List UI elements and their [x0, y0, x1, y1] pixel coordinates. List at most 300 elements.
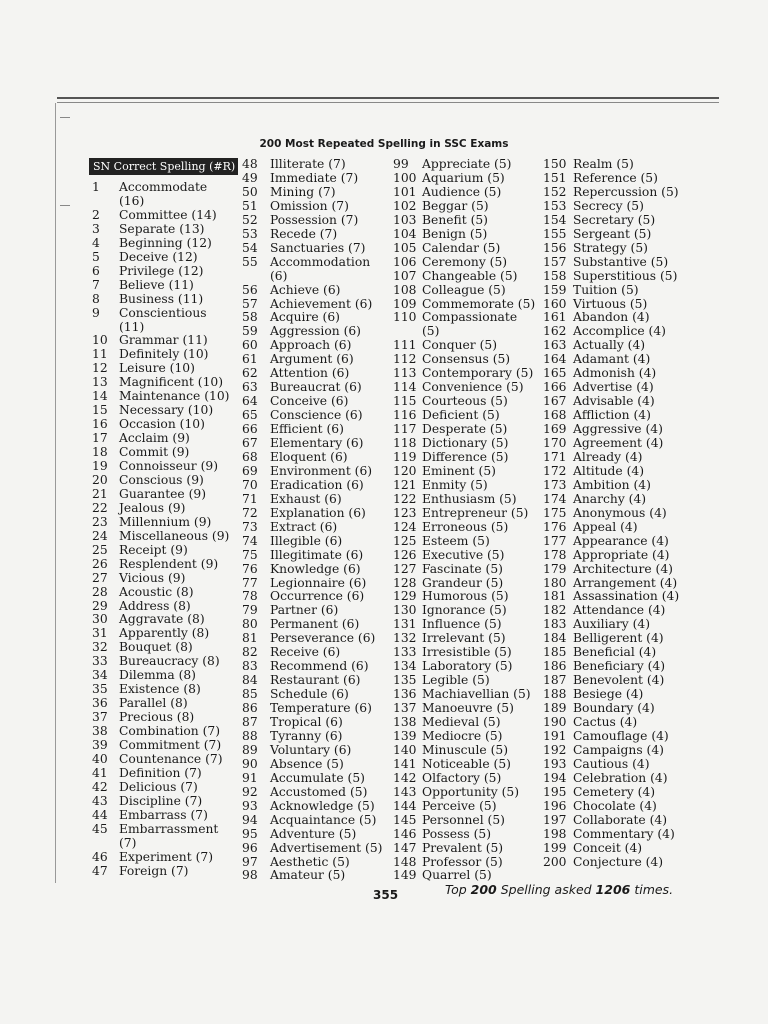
entry-word: Affliction (4)	[573, 408, 651, 423]
entry-number: 154	[543, 212, 567, 227]
entry-word: Advisable (4)	[573, 394, 655, 409]
entry-number: 78	[242, 589, 258, 604]
entry-word: Explanation (6)	[270, 505, 366, 520]
entry-number: 1	[92, 180, 100, 194]
entry-word: Acclaim (9)	[119, 431, 190, 446]
entry-word: Delicious (7)	[119, 779, 198, 794]
entry-number: 199	[543, 840, 567, 855]
entry-word: Architecture (4)	[573, 561, 673, 576]
entry-word: Actually (4)	[573, 338, 646, 353]
entry-number: 163	[543, 338, 567, 353]
entry-number: 61	[242, 352, 258, 367]
entry-word: Exhaust (6)	[270, 491, 342, 506]
entry-word: Assassination (4)	[573, 589, 680, 604]
entry-word: Legionnaire (6)	[270, 575, 367, 590]
entry-word: Eminent (5)	[422, 463, 496, 478]
entry-number: 132	[393, 631, 417, 646]
entry-word: Aggravate (8)	[119, 612, 205, 627]
entry-word: Celebration (4)	[573, 770, 668, 785]
entry-word: Combination (7)	[119, 724, 221, 739]
table-header: SN Correct Spelling (#R)	[89, 158, 238, 175]
entry-word: Occurrence (6)	[270, 589, 365, 604]
entry-word: Benevolent (4)	[573, 673, 665, 688]
entry-word: Omission (7)	[270, 198, 349, 213]
entry-number: 139	[393, 728, 417, 743]
entry-word: Secretary (5)	[573, 212, 656, 227]
entry-word-continued: (6)	[270, 268, 288, 283]
entry-number: 155	[543, 226, 567, 241]
entry-word: Achievement (6)	[270, 296, 373, 311]
entry-word: Fascinate (5)	[422, 561, 503, 576]
entry-word: Approach (6)	[270, 338, 352, 353]
entry-number: 168	[543, 408, 567, 423]
entry-word: Executive (5)	[422, 547, 505, 562]
entry-number: 42	[92, 779, 108, 794]
entry-word: Virtuous (5)	[573, 296, 648, 311]
footer-middle: Spelling asked	[496, 882, 596, 897]
entry-number: 11	[92, 347, 108, 362]
top-rule-secondary	[57, 102, 719, 103]
entry-number: 7	[92, 277, 100, 292]
entry-number: 59	[242, 324, 258, 339]
entry-number: 129	[393, 589, 417, 604]
entry-number: 94	[242, 812, 258, 827]
entry-number: 169	[543, 422, 567, 437]
entry-word: Temperature (6)	[270, 701, 372, 716]
entry-number: 21	[92, 486, 108, 501]
entry-number: 172	[543, 463, 567, 478]
entry-number: 37	[92, 710, 108, 725]
entry-number: 159	[543, 282, 567, 297]
entry-word: Leisure (10)	[119, 361, 195, 376]
entry-number: 170	[543, 436, 567, 450]
entry-word: Desperate (5)	[422, 422, 508, 437]
entry-word: Amateur (5)	[270, 868, 346, 883]
entry-number: 6	[92, 263, 100, 278]
entry-number: 197	[543, 812, 567, 827]
entry-number: 82	[242, 645, 258, 660]
entry-word: Strategy (5)	[573, 240, 648, 255]
entry-word: Possess (5)	[422, 826, 492, 841]
entry-number: 131	[393, 617, 417, 632]
entry-word: Deceive (12)	[119, 249, 198, 264]
entry-word: Attention (6)	[270, 366, 350, 381]
entry-number: 8	[92, 291, 100, 306]
entry-word: Adventure (5)	[270, 826, 357, 841]
entry-number: 15	[92, 403, 108, 418]
entry-number: 54	[242, 240, 258, 255]
entry-word: Mining (7)	[270, 184, 336, 199]
entry-word: Enmity (5)	[422, 477, 488, 492]
entry-number: 39	[92, 738, 108, 752]
entry-word: Commentary (4)	[573, 826, 675, 841]
entry-number: 149	[393, 868, 417, 883]
top-rule	[57, 97, 719, 99]
entry-word: Restaurant (6)	[270, 673, 361, 688]
entry-number: 72	[242, 505, 258, 520]
entry-number: 147	[393, 840, 417, 855]
entry-number: 88	[242, 728, 258, 743]
entry-number: 67	[242, 436, 258, 450]
entry-number: 177	[543, 533, 567, 548]
entry-word: Existence (8)	[119, 682, 201, 697]
entry-word: Besiege (4)	[573, 687, 644, 702]
entry-word: Conscientious	[119, 305, 207, 320]
entry-word: Possession (7)	[270, 212, 359, 227]
entry-number: 93	[242, 798, 258, 813]
entry-number: 14	[92, 389, 108, 404]
entry-word: Aquarium (5)	[422, 170, 505, 185]
entry-number: 123	[393, 505, 417, 520]
entry-number: 44	[92, 807, 108, 822]
entry-number: 97	[242, 854, 258, 869]
entry-number: 117	[393, 422, 417, 437]
entry-number: 23	[92, 514, 108, 529]
entry-word: Anarchy (4)	[573, 491, 647, 506]
entry-number: 33	[92, 654, 108, 669]
entry-word: Acoustic (8)	[119, 584, 194, 599]
entry-word: Abandon (4)	[573, 310, 650, 325]
entry-word: Conceive (6)	[270, 394, 349, 409]
entry-word: Grandeur (5)	[422, 575, 504, 590]
entry-word: Boundary (4)	[573, 701, 655, 716]
entry-number: 187	[543, 673, 567, 688]
entry-number: 29	[92, 598, 108, 613]
entry-word: Secrecy (5)	[573, 198, 644, 213]
entry-number: 178	[543, 547, 567, 562]
entry-number: 18	[92, 445, 108, 460]
entry-number: 144	[393, 798, 417, 813]
entry-number: 119	[393, 449, 417, 464]
margin-tick	[60, 117, 70, 118]
entry-number: 161	[543, 310, 567, 325]
entry-word: Deficient (5)	[422, 408, 500, 423]
entry-word: Schedule (6)	[270, 687, 349, 702]
entry-number: 75	[242, 547, 258, 562]
entry-number: 198	[543, 826, 567, 841]
entry-number: 68	[242, 449, 258, 464]
entry-word: Commitment (7)	[119, 738, 222, 752]
entry-word: Already (4)	[573, 449, 643, 464]
entry-word: Appeal (4)	[573, 519, 638, 534]
entry-word: Adamant (4)	[573, 352, 651, 367]
entry-word: Foreign (7)	[119, 863, 189, 878]
entry-number: 90	[242, 756, 258, 771]
entry-word: Cactus (4)	[573, 715, 638, 729]
entry-number: 56	[242, 282, 258, 297]
entry-number: 166	[543, 380, 567, 395]
entry-word: Aesthetic (5)	[270, 854, 350, 869]
entry-number: 186	[543, 659, 567, 674]
entry-word: Apparently (8)	[119, 626, 210, 641]
entry-word: Miscellaneous (9)	[119, 528, 230, 543]
entry-number: 98	[242, 868, 258, 883]
entry-word: Entrepreneur (5)	[422, 505, 529, 520]
entry-number: 2	[92, 207, 100, 222]
entry-word: Ceremony (5)	[422, 254, 508, 269]
entry-number: 4	[92, 235, 100, 250]
entry-word: Humorous (5)	[422, 589, 509, 604]
entry-number: 180	[543, 575, 567, 590]
entry-word: Efficient (6)	[270, 422, 344, 437]
entry-number: 43	[92, 793, 108, 808]
entry-word: Contemporary (5)	[422, 366, 534, 381]
entry-word: Difference (5)	[422, 449, 509, 464]
entry-number: 167	[543, 394, 567, 409]
margin-tick	[60, 205, 70, 206]
entry-number: 41	[92, 765, 108, 780]
entry-word: Repercussion (5)	[573, 184, 679, 199]
entry-word: Manoeuvre (5)	[422, 701, 514, 716]
entry-word: Auxiliary (4)	[573, 617, 651, 632]
entry-number: 5	[92, 249, 100, 264]
entry-word: Irrelevant (5)	[422, 631, 506, 646]
entry-word: Commemorate (5)	[422, 296, 536, 311]
entry-number: 196	[543, 798, 567, 813]
entry-number: 135	[393, 673, 417, 688]
entry-number: 65	[242, 408, 258, 423]
entry-number: 9	[92, 305, 100, 320]
entry-number: 60	[242, 338, 258, 353]
entry-word: Superstitious (5)	[573, 268, 678, 283]
entry-word: Tropical (6)	[270, 715, 343, 729]
entry-number: 22	[92, 500, 108, 515]
entry-word: Conscious (9)	[119, 472, 204, 487]
entry-number: 140	[393, 742, 417, 757]
entry-word: Aggressive (4)	[573, 422, 663, 437]
entry-number: 77	[242, 575, 258, 590]
entry-number: 193	[543, 756, 567, 771]
entry-word: Partner (6)	[270, 603, 339, 618]
entry-word: Olfactory (5)	[422, 770, 502, 785]
entry-word: Benign (5)	[422, 226, 488, 241]
entry-word: Necessary (10)	[119, 403, 214, 418]
entry-number: 95	[242, 826, 258, 841]
entry-word: Advertisement (5)	[270, 840, 383, 855]
entry-word: Bureaucrat (6)	[270, 380, 362, 395]
entry-number: 53	[242, 226, 258, 241]
entry-word: Accumulate (5)	[270, 770, 365, 785]
entry-word: Reference (5)	[573, 170, 658, 185]
entry-word: Influence (5)	[422, 617, 502, 632]
entry-number: 179	[543, 561, 567, 576]
entry-word: Connoisseur (9)	[119, 459, 219, 473]
entry-word: Professor (5)	[422, 854, 503, 869]
entry-word: Aggression (6)	[270, 324, 361, 339]
entry-number: 79	[242, 603, 258, 618]
entry-word: Millennium (9)	[119, 514, 212, 529]
entry-number: 100	[393, 170, 417, 185]
entry-number: 32	[92, 640, 108, 655]
entry-number: 164	[543, 352, 567, 367]
entry-number: 40	[92, 751, 108, 766]
entry-number: 35	[92, 682, 108, 697]
entry-word: Elementary (6)	[270, 436, 364, 450]
entry-word: Campaigns (4)	[573, 742, 664, 757]
entry-word: Definition (7)	[119, 765, 202, 780]
entry-word: Camouflage (4)	[573, 728, 669, 743]
entry-word: Dictionary (5)	[422, 436, 509, 450]
entry-word: Voluntary (6)	[270, 742, 352, 757]
entry-word: Medieval (5)	[422, 715, 501, 729]
entry-number: 108	[393, 282, 417, 297]
entry-word: Anonymous (4)	[573, 505, 667, 520]
entry-word: Appreciate (5)	[422, 157, 512, 171]
entry-word: Argument (6)	[270, 352, 354, 367]
entry-number: 171	[543, 449, 567, 464]
entry-word: Calendar (5)	[422, 240, 501, 255]
entry-word: Sergeant (5)	[573, 226, 652, 241]
entry-word: Realm (5)	[573, 157, 634, 171]
entry-word: Chocolate (4)	[573, 798, 657, 813]
entry-number: 80	[242, 617, 258, 632]
entry-number: 52	[242, 212, 258, 227]
entry-word: Laboratory (5)	[422, 659, 513, 674]
entry-number: 114	[393, 380, 417, 395]
entry-number: 120	[393, 463, 417, 478]
entry-word: Receipt (9)	[119, 542, 188, 557]
entry-number: 142	[393, 770, 417, 785]
entry-word: Conceit (4)	[573, 840, 643, 855]
entry-word: Tyranny (6)	[270, 728, 343, 743]
entry-word: Acknowledge (5)	[270, 798, 375, 813]
entry-number: 92	[242, 784, 258, 799]
entry-number: 25	[92, 542, 108, 557]
entry-number: 83	[242, 659, 258, 674]
entry-word: Dilemma (8)	[119, 668, 196, 683]
entry-number: 106	[393, 254, 417, 269]
footer-prefix: Top	[445, 882, 471, 897]
entry-word: Believe (11)	[119, 277, 194, 292]
entry-number: 176	[543, 519, 567, 534]
entry-word: Acquaintance (5)	[270, 812, 377, 827]
entry-number: 115	[393, 394, 417, 409]
entry-number: 181	[543, 589, 567, 604]
entry-word: Audience (5)	[422, 184, 502, 199]
entry-number: 76	[242, 561, 258, 576]
entry-number: 146	[393, 826, 417, 841]
entry-number: 158	[543, 268, 567, 283]
entry-number: 122	[393, 491, 417, 506]
entry-word-continued: (16)	[119, 193, 145, 208]
entry-word: Address (8)	[119, 598, 191, 613]
entry-number: 126	[393, 547, 417, 562]
entry-number: 182	[543, 603, 567, 618]
entry-number: 48	[242, 157, 258, 171]
entry-word: Tuition (5)	[573, 282, 639, 297]
entry-number: 19	[92, 459, 108, 473]
entry-word: Substantive (5)	[573, 254, 669, 269]
entry-number: 81	[242, 631, 258, 646]
entry-number: 184	[543, 631, 567, 646]
entry-number: 112	[393, 352, 417, 367]
entry-number: 99	[393, 157, 409, 171]
entry-number: 162	[543, 324, 567, 339]
entry-word: Machiavellian (5)	[422, 687, 531, 702]
entry-word-continued: (7)	[119, 835, 137, 850]
entry-word: Acquire (6)	[270, 310, 340, 325]
entry-number: 49	[242, 170, 258, 185]
entry-word: Admonish (4)	[573, 366, 657, 381]
entry-number: 102	[393, 198, 417, 213]
entry-number: 62	[242, 366, 258, 381]
entry-word: Accomplice (4)	[573, 324, 666, 339]
entry-number: 194	[543, 770, 567, 785]
entry-number: 124	[393, 519, 417, 534]
entry-word: Bouquet (8)	[119, 640, 193, 655]
entry-word: Quarrel (5)	[422, 868, 492, 883]
entry-word: Belligerent (4)	[573, 631, 664, 646]
entry-number: 152	[543, 184, 567, 199]
entry-word: Maintenance (10)	[119, 389, 230, 404]
entry-word: Immediate (7)	[270, 170, 359, 185]
entry-number: 183	[543, 617, 567, 632]
entry-number: 87	[242, 715, 258, 729]
footer-count-spellings: 200	[470, 882, 497, 897]
entry-number: 118	[393, 436, 417, 450]
entry-word: Receive (6)	[270, 645, 341, 660]
entry-word: Perceive (5)	[422, 798, 497, 813]
entry-word: Commit (9)	[119, 445, 190, 460]
entry-number: 20	[92, 472, 108, 487]
entry-number: 188	[543, 687, 567, 702]
entry-number: 58	[242, 310, 258, 325]
entry-number: 24	[92, 528, 108, 543]
entry-word: Illiterate (7)	[270, 157, 346, 171]
entry-number: 103	[393, 212, 417, 227]
entry-word: Erroneous (5)	[422, 519, 509, 534]
entry-word: Prevalent (5)	[422, 840, 504, 855]
entry-word: Experiment (7)	[119, 849, 213, 864]
entry-word: Magnificent (10)	[119, 375, 224, 390]
entry-number: 47	[92, 863, 108, 878]
entry-number: 70	[242, 477, 258, 492]
entry-number: 128	[393, 575, 417, 590]
entry-number: 104	[393, 226, 417, 241]
entry-number: 16	[92, 417, 108, 432]
entry-number: 46	[92, 849, 108, 864]
entry-word: Collaborate (4)	[573, 812, 668, 827]
entry-word: Permanent (6)	[270, 617, 360, 632]
entry-number: 85	[242, 687, 258, 702]
entry-word: Cautious (4)	[573, 756, 650, 771]
entry-number: 84	[242, 673, 258, 688]
entry-number: 190	[543, 715, 567, 729]
entry-word: Committee (14)	[119, 207, 217, 222]
entry-number: 189	[543, 701, 567, 716]
footer-suffix: times.	[630, 882, 674, 897]
entry-word: Embarrassment	[119, 821, 219, 836]
entry-word: Beneficial (4)	[573, 645, 657, 660]
page-number: 355	[373, 888, 399, 902]
entry-number: 55	[242, 254, 258, 269]
entry-word: Conscience (6)	[270, 408, 363, 423]
entry-word: Advertise (4)	[573, 380, 654, 395]
entry-word: Bureaucracy (8)	[119, 654, 220, 669]
footer-note	[445, 882, 673, 897]
entry-number: 96	[242, 840, 258, 855]
entry-word: Personnel (5)	[422, 812, 505, 827]
entry-number: 36	[92, 696, 108, 711]
entry-word: Esteem (5)	[422, 533, 490, 548]
entry-word: Consensus (5)	[422, 352, 511, 367]
entry-number: 10	[92, 333, 108, 348]
entry-word: Illegitimate (6)	[270, 547, 364, 562]
page-title: 200 Most Repeated Spelling in SSC Exams	[259, 138, 509, 150]
entry-word: Parallel (8)	[119, 696, 188, 711]
left-margin-line	[55, 103, 56, 883]
entry-word: Guarantee (9)	[119, 486, 207, 501]
